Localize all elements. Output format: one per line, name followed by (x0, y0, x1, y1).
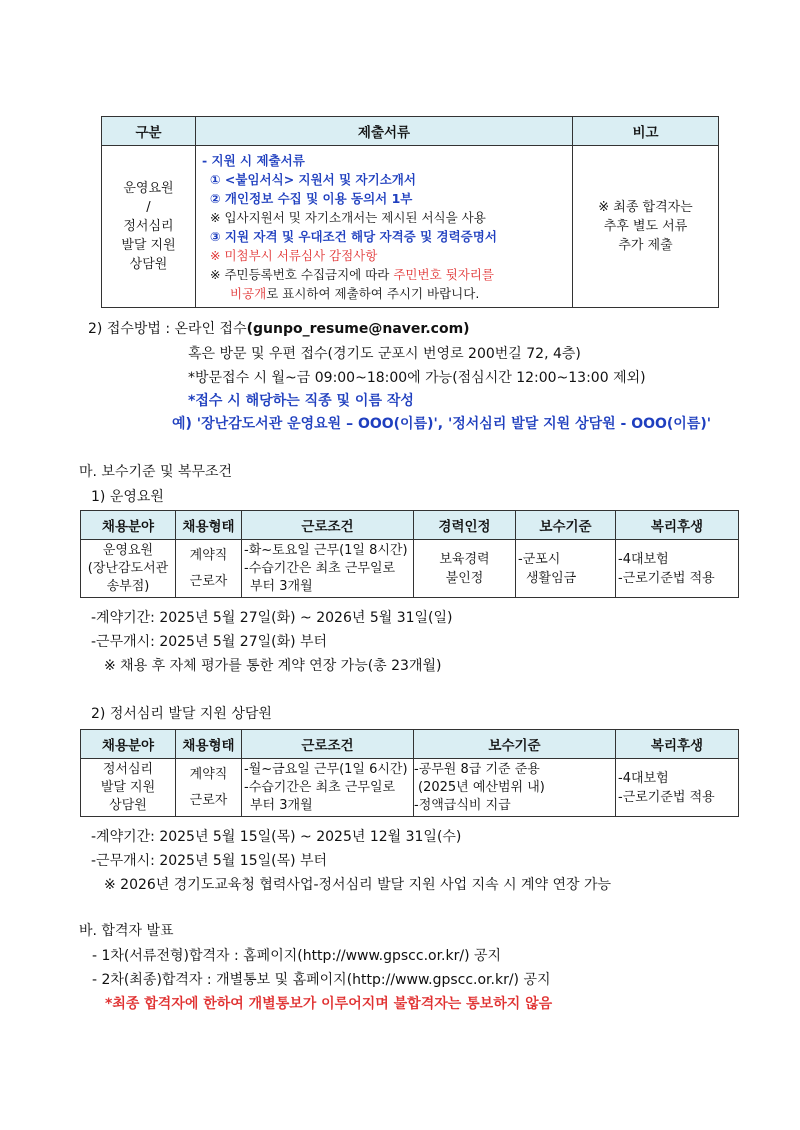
t2-cond-line: -화~토요일 근무(1일 8시간) (244, 542, 408, 558)
submission-method (88, 318, 470, 338)
t3-field (81, 759, 176, 817)
docs-item-3: ③ 지원 자격 및 우대조건 해당 자격증 및 경력증명서 (210, 228, 497, 244)
t3-note-1: -계약기간: 2025년 5월 15일(목) ~ 2025년 12월 31일(수) (91, 829, 462, 845)
t2-welfare-line: -4대보험 (618, 551, 669, 567)
counselor-conditions-table (80, 729, 739, 817)
docs-note-3-text2: 로 표시하여 제출하여 주시기 바랍니다. (266, 285, 480, 301)
t3-field-line: 발달 지원 (100, 779, 156, 795)
t3-welfare-line: -4대보험 (618, 770, 669, 786)
section-ba-title: 바. 합격자 발표 (79, 923, 174, 939)
docs-note-3-cont (202, 284, 572, 303)
t2-type-line: 근로자 (189, 573, 228, 589)
submission-line-5: 예) '장난감도서관 운영요원 – OOO(이름)', '정서심리 발달 지원 상담원 - OOO(이름)' (172, 416, 712, 432)
t2-header: 복리후생 (616, 511, 739, 540)
t2-career-line: 불인정 (445, 570, 484, 586)
t2-header: 보수기준 (516, 511, 616, 540)
t3-cond-line: -월~금요일 근무(1일 6시간) (244, 761, 408, 777)
remark-cell (573, 146, 719, 308)
remark-line: 추가 제출 (618, 238, 673, 253)
t2-pay (516, 540, 616, 598)
t3-header: 채용형태 (176, 730, 242, 759)
t3-field-line: 상담원 (109, 797, 147, 813)
header-category: 구분 (102, 117, 196, 146)
t2-header: 경력인정 (414, 511, 516, 540)
t2-note-1: -계약기간: 2025년 5월 27일(화) ~ 2026년 5월 31일(일) (91, 610, 453, 626)
docs-title: - 지원 시 제출서류 (202, 152, 305, 168)
t2-cond (242, 540, 414, 598)
t3-pay-line: (2025년 예산범위 내) (418, 779, 545, 795)
t3-header: 채용분야 (81, 730, 176, 759)
t2-field (81, 540, 176, 598)
docs-cell (196, 146, 573, 308)
t2-note-3: ※ 채용 후 자체 평가를 통한 계약 연장 가능(총 23개월) (104, 658, 442, 674)
header-docs: 제출서류 (196, 117, 573, 146)
docs-note-2: ※ 미첨부시 서류심사 감점사항 (210, 247, 378, 263)
t3-note-2: -근무개시: 2025년 5월 15일(목) 부터 (91, 853, 328, 869)
submission-line-3: *방문접수 시 월~금 09:00~18:00에 가능(점심시간 12:00~13:00 제외) (188, 370, 646, 386)
section-ba-line-1: - 1차(서류전형)합격자 : 홈페이지(http://www.gpscc.or.kr/) 공지 (92, 948, 502, 964)
submission-email: (gunpo_resume@naver.com) (246, 321, 470, 337)
docs-item-2: ② 개인정보 수집 및 이용 동의서 1부 (210, 190, 413, 206)
t3-welfare-line: -근로기준법 적용 (618, 789, 715, 805)
docs-item-1: ① <붙임서식> 지원서 및 자기소개서 (210, 171, 416, 187)
t2-career (414, 540, 516, 598)
category-line: / (146, 200, 151, 215)
t3-header: 복리후생 (616, 730, 739, 759)
category-line: 상담원 (129, 257, 168, 272)
submission-line-2: 혹은 방문 및 우편 접수(경기도 군포시 번영로 200번길 72, 4층) (188, 346, 581, 362)
t2-welfare (616, 540, 739, 598)
t3-type-line: 근로자 (189, 792, 228, 808)
staff-conditions-table (80, 510, 739, 598)
category-line: 발달 지원 (121, 238, 176, 253)
t3-type (176, 759, 242, 817)
t2-career-line: 보육경력 (439, 551, 490, 567)
t2-field-line: 송부점) (106, 578, 150, 594)
section-ma-sub-2: 2) 정서심리 발달 지원 상담원 (91, 706, 272, 722)
section-ma-title: 마. 보수기준 및 복무조건 (79, 464, 233, 480)
t2-pay-line: 생활임금 (526, 570, 577, 586)
t2-note-2: -근무개시: 2025년 5월 27일(화) 부터 (91, 634, 328, 650)
category-line: 정서심리 (123, 219, 174, 234)
header-remark: 비고 (573, 117, 719, 146)
docs-note-3-red: 주민번호 뒷자리를 (393, 266, 494, 282)
docs-note-3 (202, 265, 572, 284)
t2-header: 채용형태 (176, 511, 242, 540)
t2-header: 근로조건 (242, 511, 414, 540)
t2-cond-line: 부터 3개월 (250, 578, 313, 594)
docs-note-3-text: ※ 주민등록번호 수집금지에 따라 (210, 266, 394, 282)
t2-field-line: (장난감도서관 (87, 560, 169, 576)
t3-pay-line: -공무원 8급 기준 준용 (414, 761, 540, 777)
remark-line: ※ 최종 합격자는 (598, 200, 693, 215)
docs-note-3-red2: 비공개 (230, 285, 267, 301)
t3-pay (414, 759, 616, 817)
t3-cond-line: -수습기간은 최초 근무일로 (244, 779, 396, 795)
submission-label: 2) 접수방법 : 온라인 접수 (88, 321, 247, 337)
section-ba-line-2: - 2차(최종)합격자 : 개별통보 및 홈페이지(http://www.gpscc.or.kr/) 공지 (92, 972, 551, 988)
category-line: 운영요원 (123, 181, 174, 196)
t2-field-line: 운영요원 (102, 542, 154, 558)
t3-cond (242, 759, 414, 817)
submission-line-4: *접수 시 해당하는 직종 및 이름 작성 (188, 393, 414, 409)
t3-pay-line: -정액급식비 지급 (414, 797, 511, 813)
t3-header: 근로조건 (242, 730, 414, 759)
t2-type (176, 540, 242, 598)
t2-type-line: 계약직 (189, 547, 228, 563)
category-cell (102, 146, 196, 308)
docs-note-1: ※ 입사지원서 및 자기소개서는 제시된 서식을 사용 (210, 209, 486, 225)
t2-header: 채용분야 (81, 511, 176, 540)
t3-cond-line: 부터 3개월 (250, 797, 313, 813)
t2-welfare-line: -근로기준법 적용 (618, 570, 715, 586)
t3-field-line: 정서심리 (102, 761, 154, 777)
t2-pay-line: -군포시 (518, 551, 561, 567)
submission-docs-table (101, 116, 719, 308)
section-ma-sub-1: 1) 운영요원 (91, 489, 164, 505)
t2-cond-line: -수습기간은 최초 근무일로 (244, 560, 396, 576)
remark-line: 추후 별도 서류 (603, 219, 688, 234)
section-ba-line-3: *최종 합격자에 한하여 개별통보가 이루어지며 불합격자는 통보하지 않음 (105, 996, 553, 1012)
t3-header: 보수기준 (414, 730, 616, 759)
t3-welfare (616, 759, 739, 817)
t3-note-3: ※ 2026년 경기도교육청 협력사업-정서심리 발달 지원 사업 지속 시 계약 연장 가능 (104, 877, 612, 893)
t3-type-line: 계약직 (189, 766, 228, 782)
